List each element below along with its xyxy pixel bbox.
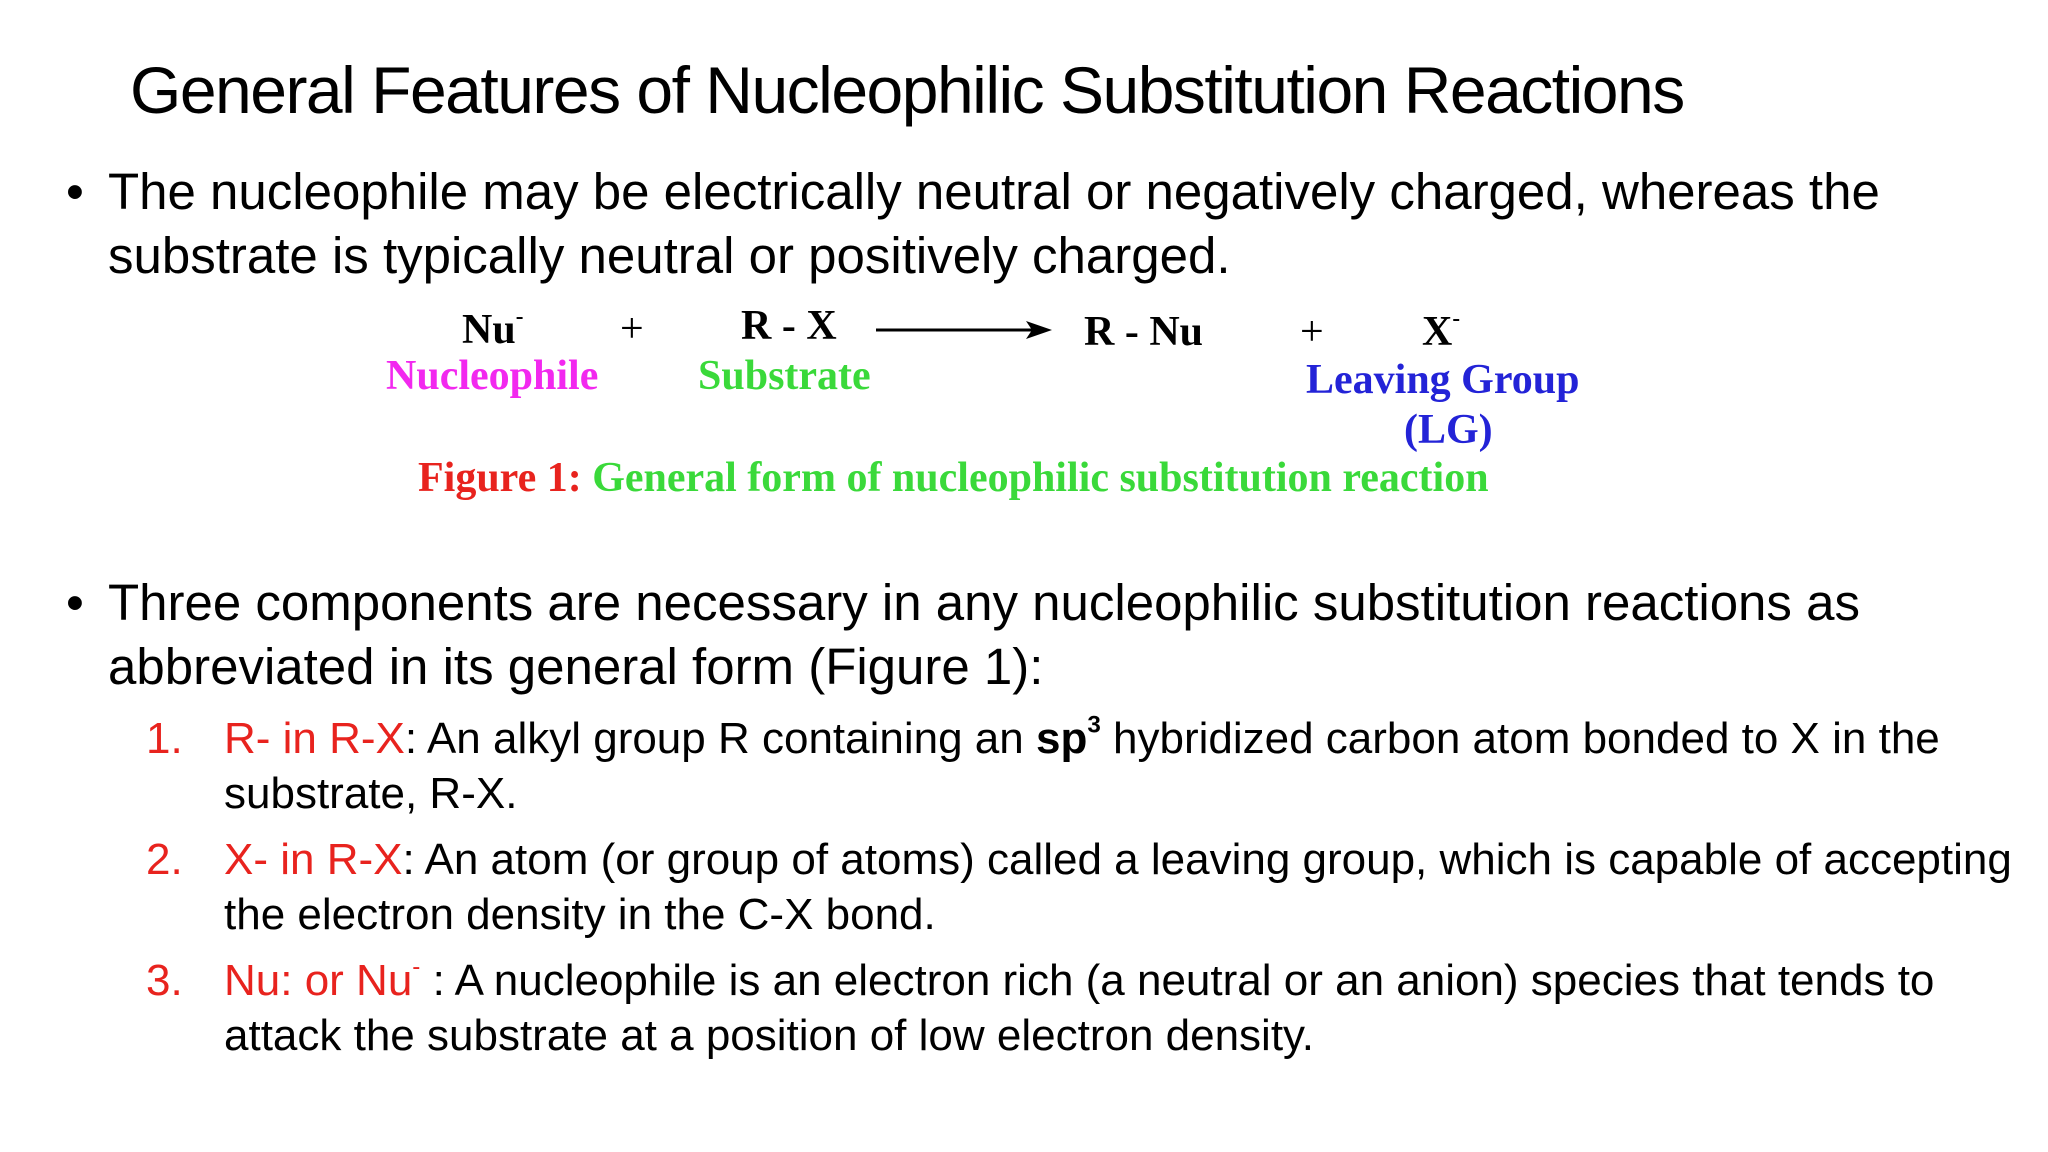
substrate-label: Substrate [698,353,871,399]
bullet-text: Three components are necessary in any nucleophilic substitution reactions as abbreviated in its general form (Figure 1): [108,574,1860,695]
list-term: X- in R-X [224,835,403,884]
reaction-arrow-icon [876,318,1052,342]
nucleophile-formula: Nu- [462,302,524,353]
caption-prefix: Figure 1: [418,455,582,501]
plus-sign-1: + [620,306,644,352]
list-text: X- in R-X: An atom (or group of atoms) called a leaving group, which is capable of accepting the electron density in the C-X bond. [224,835,2012,939]
list-number: 3. [146,956,183,1005]
plus-sign-2: + [1300,309,1324,355]
caption-text: General form of nucleophilic substitution reaction [592,455,1489,501]
slide-title: General Features of Nucleophilic Substitution Reactions [130,53,1684,127]
substrate-formula: R - X [741,303,837,349]
list-term: R- in R-X [224,714,405,763]
figure-caption [418,454,1489,502]
bullet-marker: • [66,574,84,631]
sp-term: $sp^3$ [1035,711,1101,763]
list-text: R- in R-X: An alkyl group R containing an $sp^3$ hybridized carbon atom bonded to X in the substrate, R-X. [224,711,1940,818]
lg-label: (LG) [1404,407,1493,453]
leaving-group-formula: X- [1422,304,1461,355]
leaving-group-label: Leaving Group [1306,357,1580,403]
list-number: 1. [146,714,183,763]
bullet-marker: • [66,163,84,220]
bullet-text: The nucleophile may be electrically neutral or negatively charged, whereas the substrate is typically neutral or positively charged. [108,163,1880,284]
list-term: Nu: or Nu- [224,953,421,1005]
nucleophile-label: Nucleophile [386,353,599,399]
list-number: 2. [146,835,183,884]
list-text: Nu: or Nu- : A nucleophile is an electron rich (a neutral or an anion) species that tends to attack the substrate at a position of low electron density. [224,953,1935,1060]
product-formula: R - Nu [1084,309,1204,355]
